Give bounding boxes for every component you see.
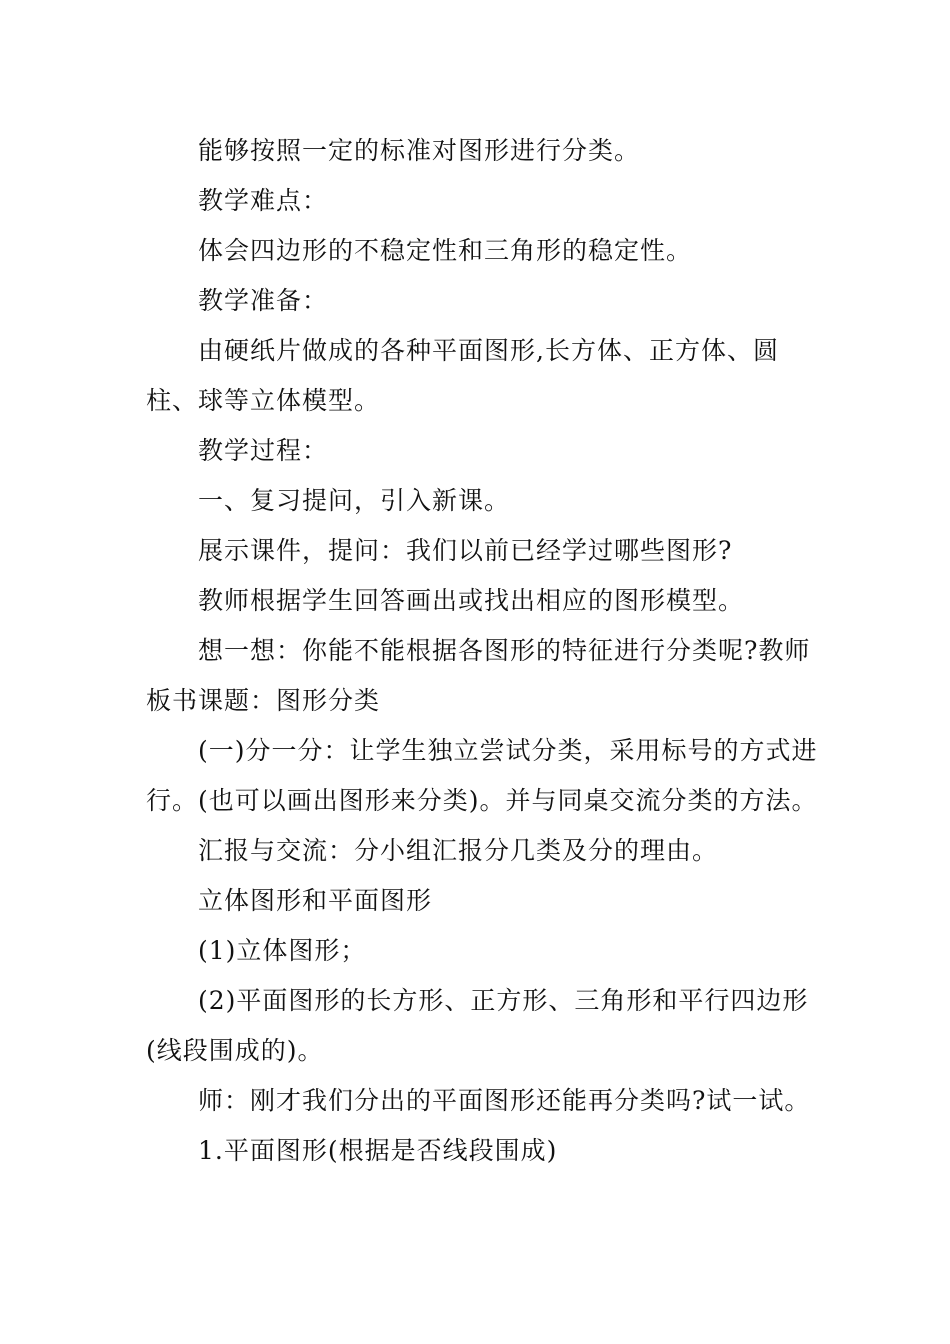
heading-teaching-difficulty: 教学难点： (198, 186, 329, 215)
section-review: 一、复习提问，引入新课。 (198, 486, 511, 515)
paragraph-report: 汇报与交流：分小组汇报分几类及分的理由。 (198, 836, 719, 865)
paragraph-materials: 由硬纸片做成的各种平面图形,长方体、正方体、圆柱、球等立体模型。 (146, 336, 779, 415)
paragraph-stability: 体会四边形的不稳定性和三角形的稳定性。 (198, 236, 693, 265)
paragraph-classify-goal: 能够按照一定的标准对图形进行分类。 (198, 136, 641, 165)
paragraph-solid-and-plane: 立体图形和平面图形 (198, 886, 433, 915)
list-item-solid: (1)立体图形； (198, 936, 367, 965)
list-item-plane: (2)平面图形的长方形、正方形、三角形和平行四边形(线段围成的)。 (146, 986, 809, 1065)
paragraph-show-courseware: 展示课件，提问：我们以前已经学过哪些图形? (198, 536, 733, 565)
paragraph-divide: (一)分一分：让学生独立尝试分类，采用标号的方式进行。(也可以画出图形来分类)。并与同桌交流分类的方法。 (146, 736, 818, 815)
document-body (146, 126, 826, 1176)
paragraph-teacher-draws: 教师根据学生回答画出或找出相应的图形模型。 (198, 586, 745, 615)
list-item-plane-figures: 1.平面图形(根据是否线段围成) (198, 1136, 558, 1165)
paragraph-think: 想一想：你能不能根据各图形的特征进行分类呢?教师板书课题：图形分类 (146, 636, 811, 715)
heading-teaching-process: 教学过程： (198, 436, 329, 465)
heading-teaching-preparation: 教学准备： (198, 286, 329, 315)
paragraph-teacher-question: 师：刚才我们分出的平面图形还能再分类吗?试一试。 (198, 1086, 811, 1115)
